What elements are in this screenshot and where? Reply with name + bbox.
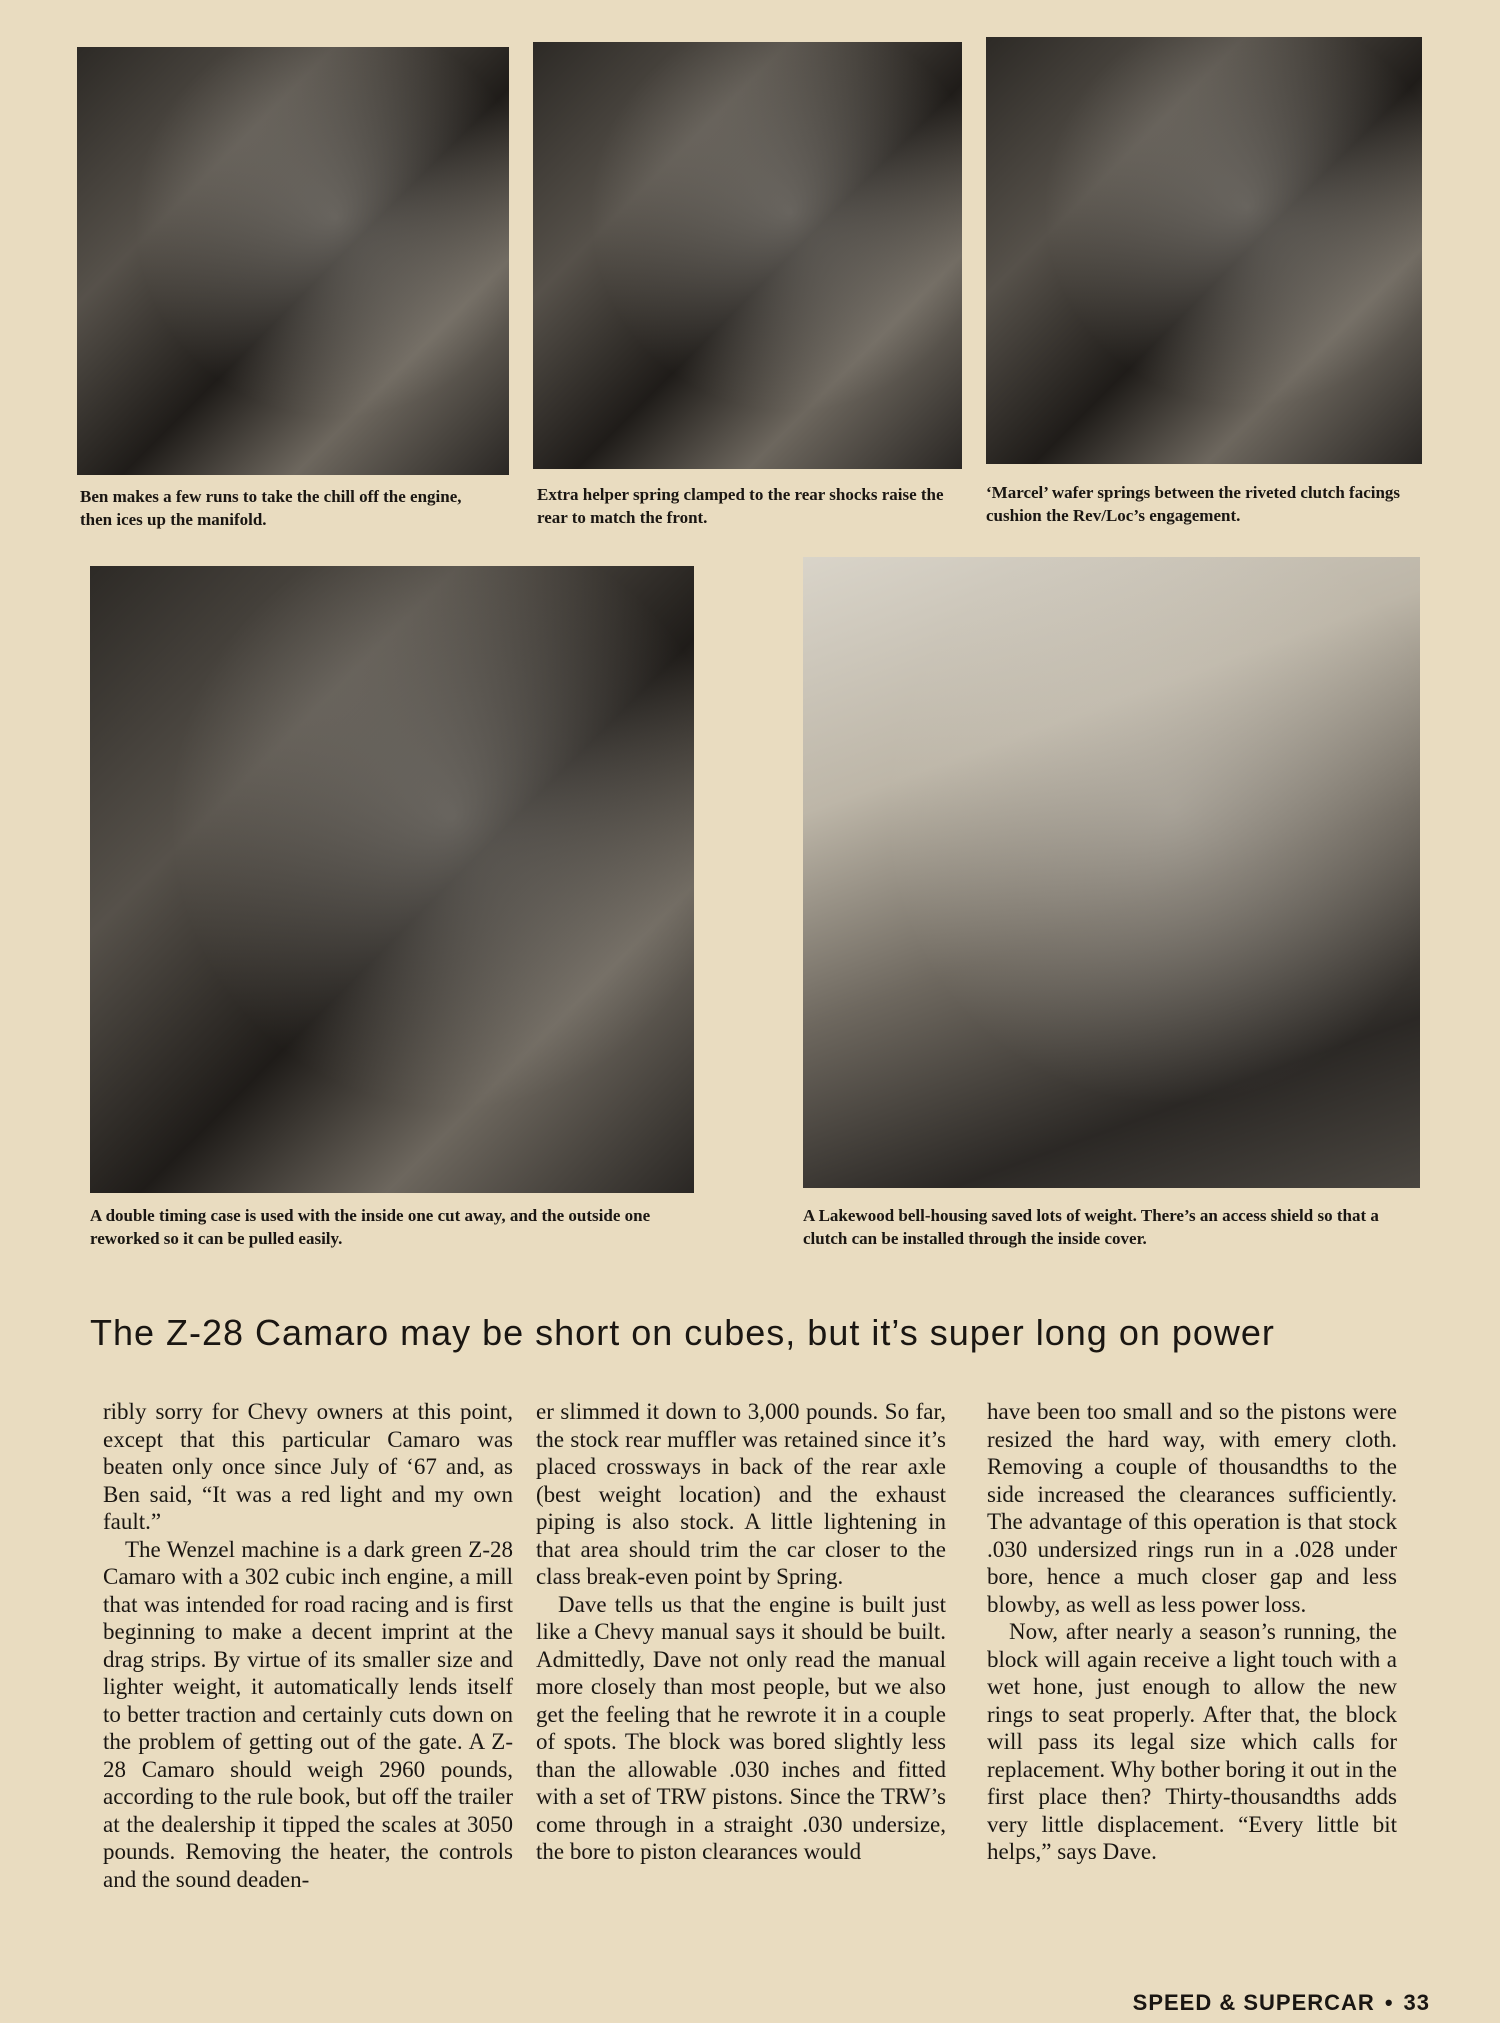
- page-footer: [1133, 1990, 1430, 2016]
- photo-caption: A double timing case is used with the inside one cut away, and the outside one reworked so it can be pulled easily.: [90, 1206, 651, 1248]
- paragraph: The Wenzel machine is a dark green Z-28 Camaro with a 302 cubic inch engine, a mill that was intended for road racing and is first beginning to make a decent imprint at the drag strips. By virtue of its smaller size and lighter weight, it automatically lends itself to better traction and certainly cuts down on the problem of getting out of the gate. A Z-28 Camaro should weigh 2960 pounds, according to the rule book, but off the trailer at the dealership it tipped the scales at 3050 pounds. Removing the heater, the controls and the sound deaden-: [103, 1536, 513, 1892]
- paragraph: Now, after nearly a season’s running, the block will again receive a light touch with a wet hone, just enough to allow the new rings to seat properly. After that, the block will pass its legal size which calls for replacement. Why bother boring it out in the first place then? Thirty-thousandths adds very little displacement. “Every little bit helps,” says Dave.: [987, 1619, 1397, 1864]
- photo-bell-housing: [803, 557, 1420, 1188]
- photo-timing-case: [90, 566, 694, 1193]
- paragraph: have been too small and so the pistons were resized the hard way, with emery cloth. Removing a couple of thousandths to the side increased the clearances sufficiently. The advantage of this operation is that stock .030 undersized rings run in a .028 under bore, hence a much closer gap and less blowby, as well as less power loss.: [987, 1399, 1397, 1617]
- paragraph: Dave tells us that the engine is built just like a Chevy manual says it should be built. Admittedly, Dave not only read the manual more closely than most people, but we also get the feeling that he rewrote it in a couple of spots. The block was bored slightly less than the allowable .030 inches and fitted with a set of TRW pistons. Since the TRW’s come through in a straight .030 undersize, the bore to piston clearances would: [536, 1591, 946, 1864]
- photo-caption: ‘Marcel’ wafer springs between the riveted clutch facings cushion the Rev/Loc’s engagement.: [986, 483, 1401, 525]
- bullet-icon: •: [1384, 1990, 1394, 2015]
- photo-caption: Ben makes a few runs to take the chill off the engine, then ices up the manifold.: [80, 487, 462, 529]
- photo-engine-manifold: [77, 47, 509, 475]
- photo-caption: A Lakewood bell-housing saved lots of weight. There’s an access shield so that a clutch can be installed through the inside cover.: [803, 1206, 1379, 1248]
- photo-clutch-springs: [986, 37, 1422, 464]
- page-number: 33: [1403, 1990, 1430, 2015]
- magazine-name: SPEED & SUPERCAR: [1132, 1990, 1375, 2015]
- article-column-3: [987, 1398, 1397, 1866]
- photo-rear-shocks: [533, 42, 962, 469]
- paragraph: ribly sorry for Chevy owners at this point, except that this particular Camaro was beaten only once since July of ‘67 and, as Ben said, “It was a red light and my own fault.”: [103, 1399, 513, 1534]
- article-column-1: [103, 1398, 513, 1893]
- photo-caption: Extra helper spring clamped to the rear shocks raise the rear to match the front.: [537, 485, 944, 527]
- paragraph: er slimmed it down to 3,000 pounds. So far, the stock rear muffler was retained since it’s placed crossways in back of the rear axle (best weight location) and the exhaust piping is also stock. A little lightening in that area should trim the car closer to the class break-even point by Spring.: [536, 1399, 946, 1589]
- article-column-2: [536, 1398, 946, 1866]
- article-headline: The Z-28 Camaro may be short on cubes, but it’s super long on power: [90, 1312, 1275, 1353]
